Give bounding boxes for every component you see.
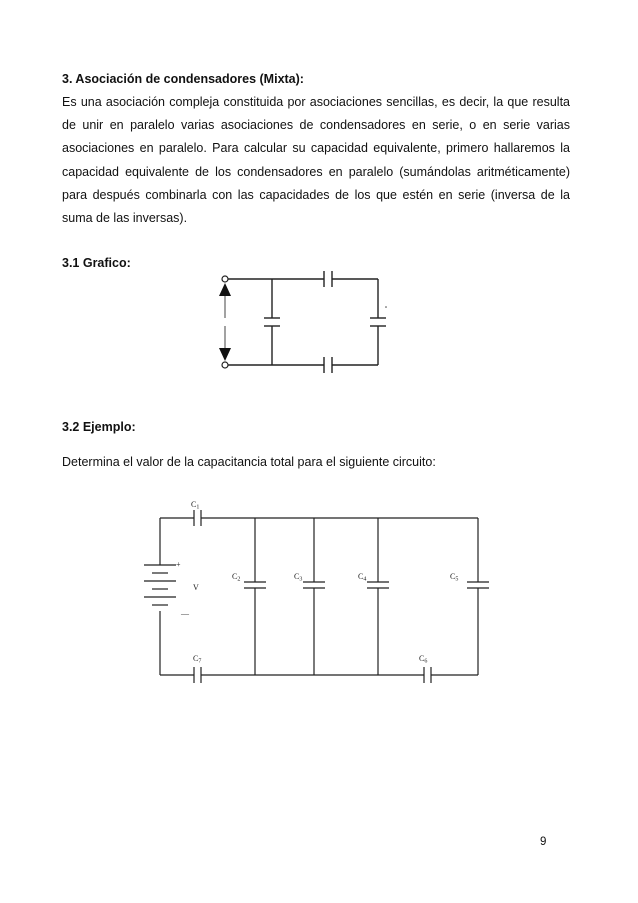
terminal-top [222,276,228,282]
c6-label: C6 [419,654,428,665]
c7-label: C7 [193,654,202,665]
battery-minus: — [181,609,189,618]
mixed-circuit-diagram [200,262,400,380]
c3-label: C3 [294,572,303,583]
voltage-arrow-icon [219,283,231,361]
example-circuit [140,495,500,690]
page-number: 9 [540,836,547,848]
section-paragraph: Es una asociación compleja constituida por asociaciones sencillas, es decir, la que resulta de unir en paralelo varias asociaciones de condensadores en serie, o en serie varias asociaciones en paralelo. Para calcular su capacidad equivalente, primero hallaremos la capacidad equivalente de los condensadores en paralelo (sumándolas aritméticamente) para después combinarla con las capacidades de los que estén en serie (inversa de la suma de las inversas). [62,95,570,226]
c5-label: C5 [450,572,459,583]
terminal-bottom [222,362,228,368]
battery-icon [144,565,176,605]
source-label: V [193,583,199,592]
grafico-title: 3.1 Grafico: [62,256,131,270]
c4-label: C4 [358,572,367,583]
section-title: 3. Asociación de condensadores (Mixta): [62,72,304,86]
battery-plus: + [176,560,181,569]
c1-label: C1 [191,500,200,511]
c2-label: C2 [232,572,241,583]
ejemplo-prompt: Determina el valor de la capacitancia total para el siguiente circuito: [62,455,436,469]
ejemplo-title: 3.2 Ejemplo: [62,420,136,434]
